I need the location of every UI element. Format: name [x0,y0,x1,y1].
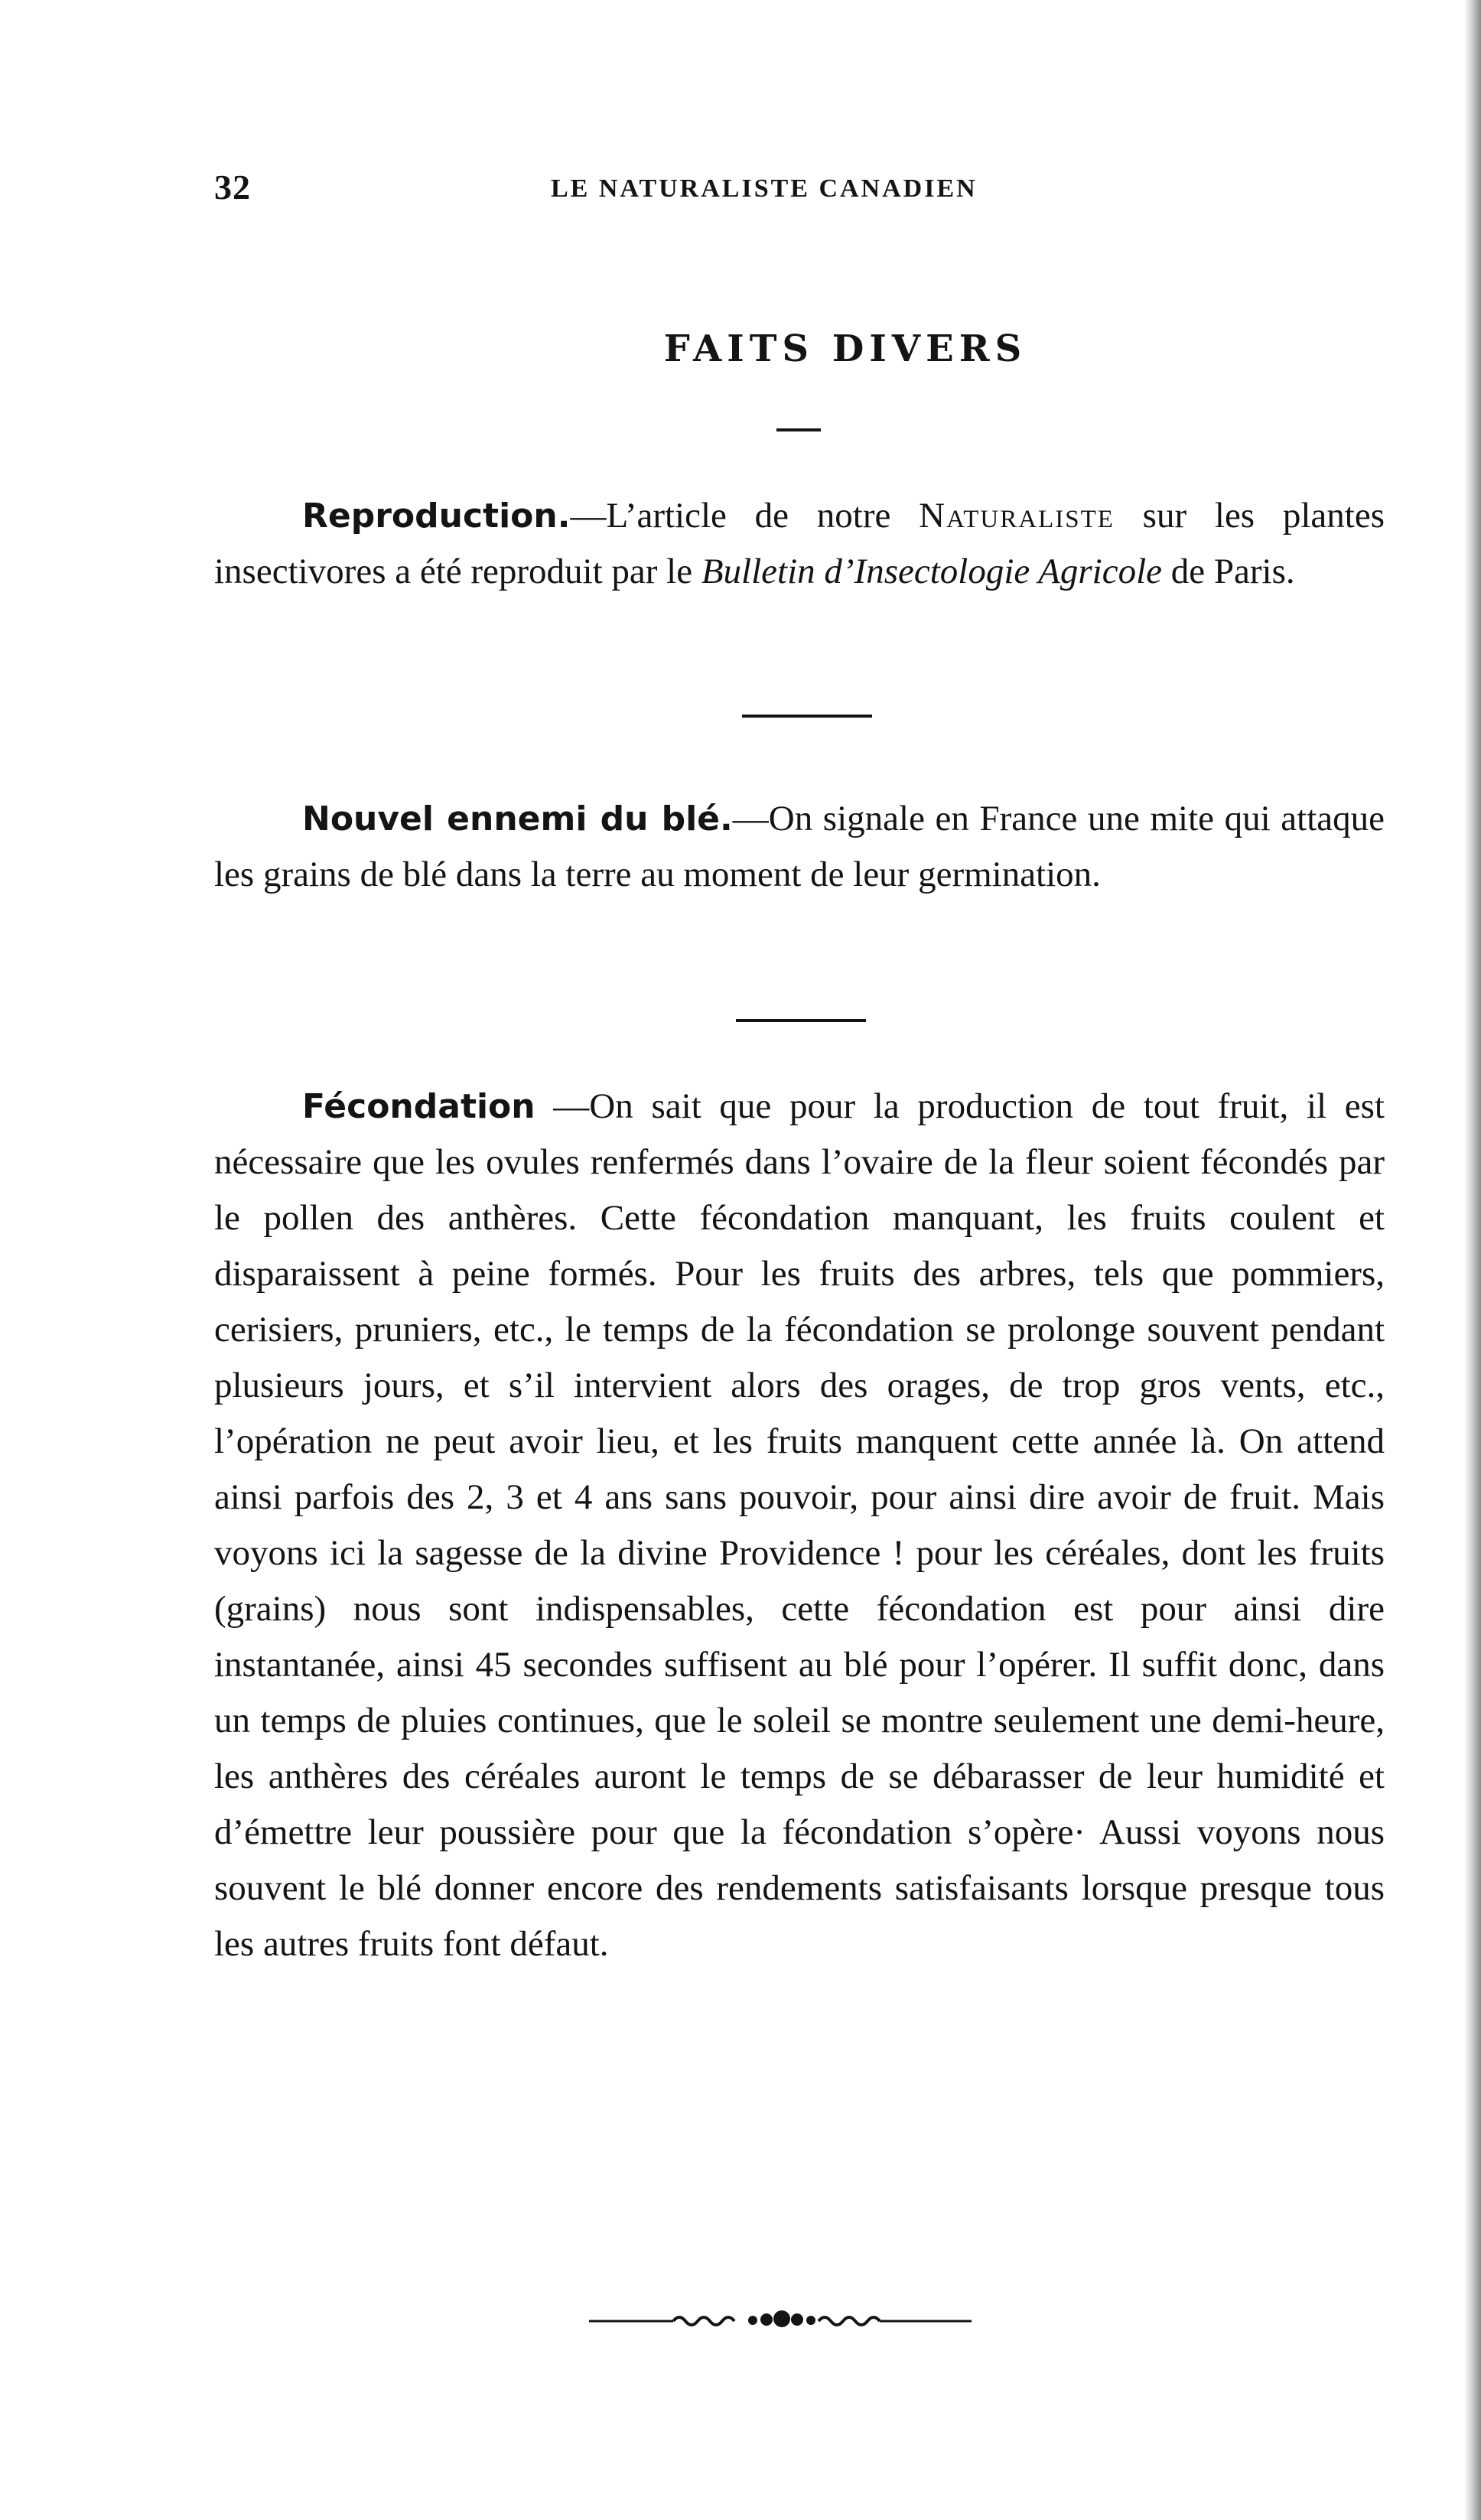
separator-rule [742,715,872,718]
article-lead: Fécondation [302,1087,535,1126]
article-lead: Nouvel ennemi du blé. [302,799,733,838]
article-lead: Reproduction. [302,497,571,536]
article-text: sur les plantes insectivores a été reproduit par le [214,496,1385,591]
separator-rule [736,1019,866,1022]
article-reproduction [214,488,1385,600]
journal-title: LE NATURALISTE CANADIEN [551,174,978,203]
title-rule [776,428,821,431]
book-page [214,0,1385,2520]
article-fecondation [214,1079,1385,1972]
publication-title: Bulletin d’Insectologie Agricole [701,552,1162,591]
running-header [214,167,1385,213]
article-paragraph [214,791,1385,903]
page-number: 32 [214,168,251,207]
section-title: FAITS DIVERS [663,327,1027,370]
article-text: —On signale en France une mite qui attaque les grains de blé dans la terre au moment de leur germination. [214,799,1385,894]
article-paragraph [214,488,1385,600]
article-text: —On sait que pour la production de tout fruit, il est nécessaire que les ovules renfermés dans l’ovaire de la fleur soient fécondés par le pollen des anthères. Cette fécondation manquant, les fruits coulent et disparaissent à peine formés. Pour les fruits des arbres, tels que pommiers, cerisiers, pruniers, etc., le temps de la fécondation se prolonge souvent pendant plusieurs jours, et s’il intervient alors des orages, de trop gros vents, etc., l’opération ne peut avoir lieu, et les fruits manquent cette année là. On attend ainsi parfois des 2, 3 et 4 ans sans pouvoir, pour ainsi dire avoir de fruit. Mais voyons ici la sagesse de la divine Providence ! pour les céréales, dont les fruits (grains) nous sont indispensables, cette fécondation est pour ainsi dire instantanée, ainsi 45 secondes suffisent au blé pour l’opérer. Il suffit donc, dans un temps de pluies continues, que le soleil se montre seulement une demi-heure, les anthères des céréales auront le temps de se débarasser de leur humidité et d’émettre leur poussière pour que la fécondation s’opère· Aussi voyons nous souvent le blé donner encore des rendements satisfaisants lorsque presque tous les autres fruits font défaut. [214,1086,1385,1964]
article-text: de Paris. [1162,552,1295,591]
article-nouvel-ennemi [214,791,1385,903]
journal-name: Naturaliste [919,496,1115,536]
scanned-page-edge [1464,0,1481,2520]
ornamental-tailpiece [589,2304,1002,2335]
article-text: —L’article de notre [570,496,920,536]
article-paragraph [214,1079,1385,1972]
